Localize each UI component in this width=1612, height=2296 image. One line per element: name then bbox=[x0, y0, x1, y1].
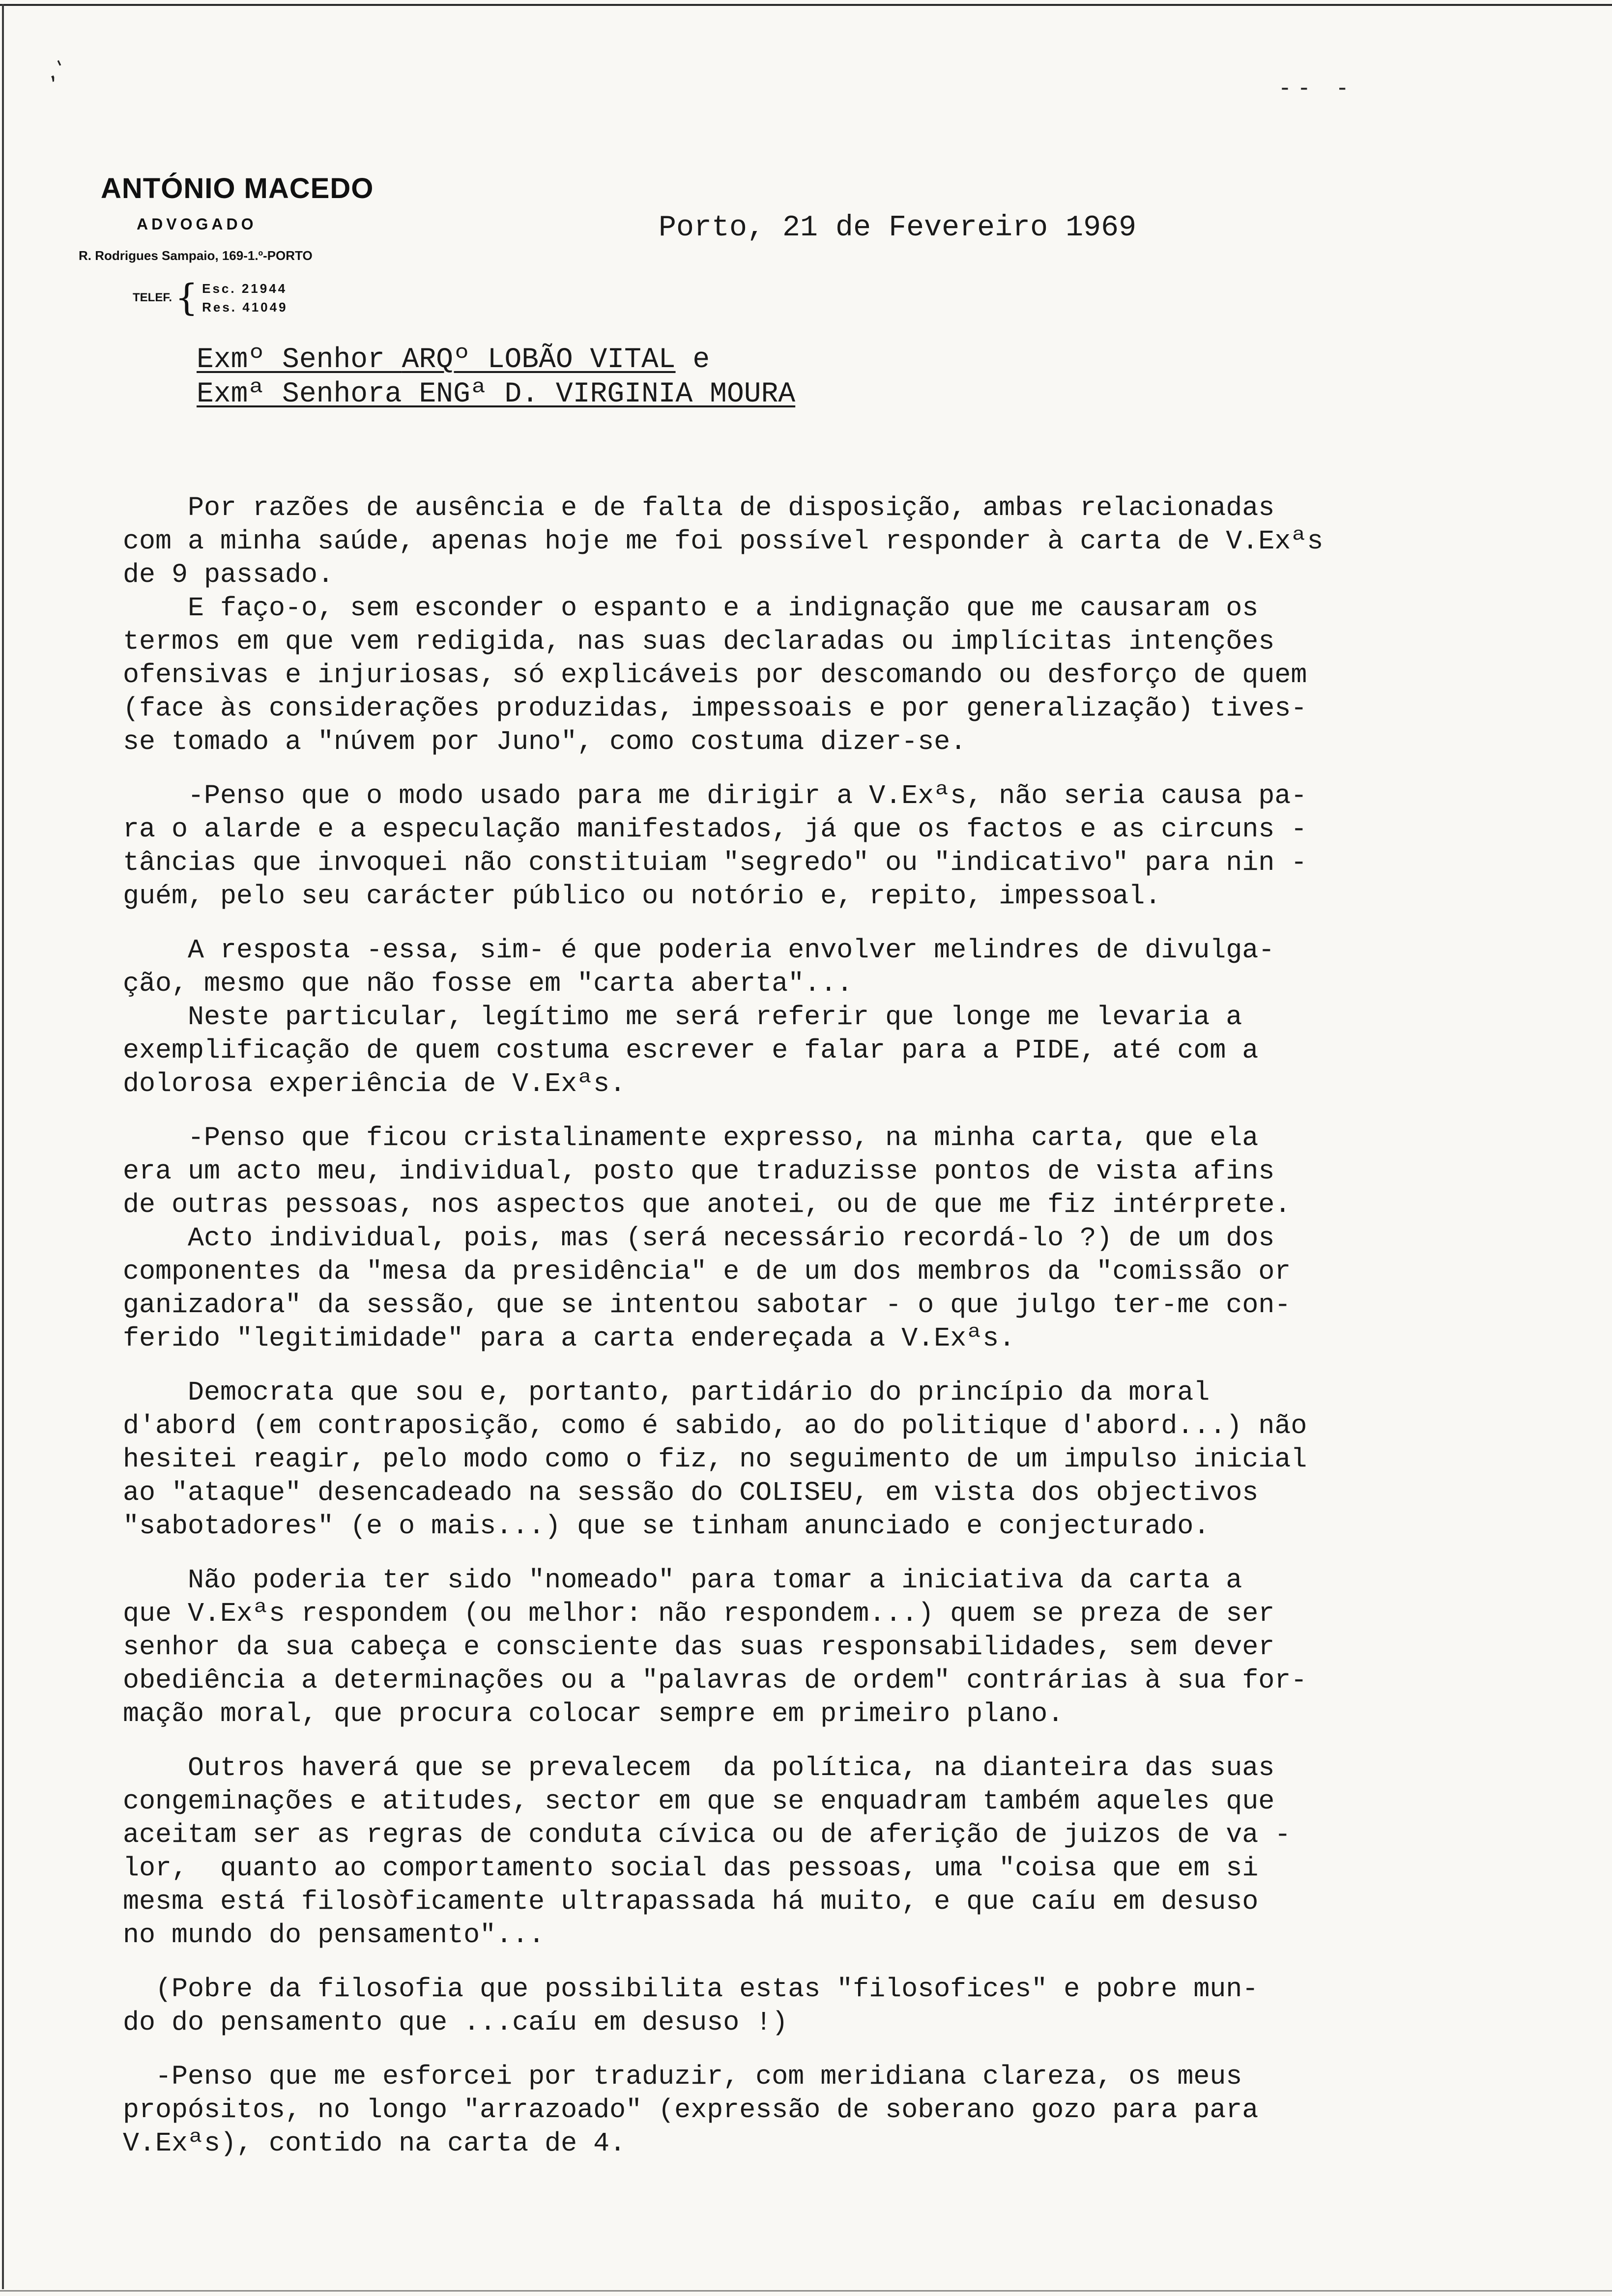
body-line: E faço-o, sem esconder o espanto e a indignação que me causaram os bbox=[123, 593, 1259, 624]
body-line: hesitei reagir, pelo modo como o fiz, no seguimento de um impulso inicial bbox=[123, 1444, 1307, 1475]
body-line: lor, quanto ao comportamento social das pessoas, uma "coisa que em si bbox=[123, 1853, 1259, 1884]
letterhead-tel-office: Esc. 21944 bbox=[202, 281, 288, 296]
paragraph-4 bbox=[123, 934, 1602, 1001]
paragraph-2 bbox=[123, 592, 1602, 759]
letterhead-tel-brace: { bbox=[175, 277, 199, 319]
body-line: com a minha saúde, apenas hoje me foi possível responder à carta de V.Exªs bbox=[123, 526, 1324, 557]
body-line: Neste particular, legítimo me será referir que longe me levaria a bbox=[123, 1002, 1242, 1033]
body-line: A resposta -essa, sim- é que poderia envolver melindres de divulga- bbox=[123, 935, 1275, 966]
body-line: -Penso que me esforcei por traduzir, com meridiana clareza, os meus bbox=[123, 2061, 1242, 2092]
letterhead-name: ANTÓNIO MACEDO bbox=[101, 172, 374, 204]
body-line: ofensivas e injuriosas, só explicáveis por descomando ou desforço de quem bbox=[123, 660, 1307, 690]
body-line: (Pobre da filosofia que possibilita estas "filosofices" e pobre mun- bbox=[123, 1974, 1259, 2005]
letterhead-tel-label: TELEF. bbox=[133, 291, 173, 304]
body-line: dolorosa experiência de V.Exªs. bbox=[123, 1068, 626, 1099]
body-line: Acto individual, pois, mas (será necessário recordá-lo ?) de um dos bbox=[123, 1223, 1275, 1254]
body-line: (face às considerações produzidas, impessoais e por generalização) tives- bbox=[123, 693, 1307, 724]
paragraph-7 bbox=[123, 1222, 1602, 1355]
body-line: guém, pelo seu carácter público ou notório e, repito, impessoal. bbox=[123, 881, 1161, 912]
page-left-edge bbox=[2, 4, 4, 2289]
addressee-line-2: Exmª Senhora ENGª D. VIRGINIA MOURA bbox=[197, 378, 796, 410]
addressee-line-1 bbox=[197, 344, 710, 376]
body-line: obediência a determinações ou a "palavras de ordem" contrárias à sua for- bbox=[123, 1665, 1307, 1696]
page-bottom-edge bbox=[0, 2290, 1612, 2292]
letter-date: Porto, 21 de Fevereiro 1969 bbox=[659, 211, 1137, 245]
addressee-1-suffix: e bbox=[675, 344, 710, 376]
paragraph-11 bbox=[123, 1973, 1602, 2039]
letterhead-telephone bbox=[133, 277, 288, 319]
stray-mark-top-right: -- - bbox=[1278, 74, 1354, 101]
paragraph-3 bbox=[123, 779, 1602, 913]
body-line: d'abord (em contraposição, como é sabido, ao do politique d'abord...) não bbox=[123, 1410, 1307, 1441]
body-line: ao "ataque" desencadeado na sessão do COLISEU, em vista dos objectivos bbox=[123, 1477, 1259, 1508]
body-line: congeminações e atitudes, sector em que se enquadram também aqueles que bbox=[123, 1786, 1275, 1817]
body-line: mação moral, que procura colocar sempre em primeiro plano. bbox=[123, 1698, 1064, 1729]
body-line: senhor da sua cabeça e consciente das suas responsabilidades, sem dever bbox=[123, 1632, 1275, 1663]
body-line: no mundo do pensamento"... bbox=[123, 1920, 545, 1951]
body-line: Outros haverá que se prevalecem da política, na dianteira das suas bbox=[123, 1752, 1275, 1783]
body-line: se tomado a "núvem por Juno", como costuma dizer-se. bbox=[123, 726, 967, 757]
letterhead-tel-home: Res. 41049 bbox=[202, 300, 288, 315]
body-line: "sabotadores" (e o mais...) que se tinham anunciado e conjecturado. bbox=[123, 1511, 1210, 1542]
body-line: aceitam ser as regras de conduta cívica ou de aferição de juizos de va - bbox=[123, 1819, 1291, 1850]
paragraph-9 bbox=[123, 1564, 1602, 1731]
body-line: componentes da "mesa da presidência" e de um dos membros da "comissão or bbox=[123, 1256, 1291, 1287]
stray-mark-top-left: ,' bbox=[40, 55, 72, 86]
paragraph-10 bbox=[123, 1751, 1602, 1952]
addressee-1-name: ARQº LOBÃO VITAL bbox=[402, 344, 676, 376]
body-line: tâncias que invoquei não constituiam "segredo" ou "indicativo" para nin - bbox=[123, 847, 1307, 878]
body-line: de outras pessoas, nos aspectos que anotei, ou de que me fiz intérprete. bbox=[123, 1189, 1291, 1220]
letterhead-address: R. Rodrigues Sampaio, 169-1.º-PORTO bbox=[79, 248, 313, 263]
body-line: ferido "legitimidade" para a carta endereçada a V.Exªs. bbox=[123, 1323, 1015, 1354]
body-line: Por razões de ausência e de falta de disposição, ambas relacionadas bbox=[123, 492, 1275, 523]
body-line: do do pensamento que ...caíu em desuso !) bbox=[123, 2007, 788, 2038]
body-line: Não poderia ter sido "nomeado" para tomar a iniciativa da carta a bbox=[123, 1565, 1242, 1596]
page-top-edge bbox=[0, 4, 1612, 6]
body-line: ganizadora" da sessão, que se intentou sabotar - o que julgo ter-me con- bbox=[123, 1290, 1291, 1320]
body-line: que V.Exªs respondem (ou melhor: não respondem...) quem se preza de ser bbox=[123, 1598, 1275, 1629]
body-line: -Penso que o modo usado para me dirigir a V.Exªs, não seria causa pa- bbox=[123, 780, 1307, 811]
body-line: exemplificação de quem costuma escrever e falar para a PIDE, até com a bbox=[123, 1035, 1259, 1066]
paragraph-6 bbox=[123, 1121, 1602, 1222]
body-line: V.Exªs), contido na carta de 4. bbox=[123, 2128, 626, 2159]
body-line: Democrata que sou e, portanto, partidário do princípio da moral bbox=[123, 1377, 1210, 1408]
body-line: propósitos, no longo "arrazoado" (expressão de soberano gozo para para bbox=[123, 2095, 1259, 2125]
addressee-1-prefix: Exmº Senhor bbox=[197, 344, 402, 376]
letter-body bbox=[123, 491, 1602, 2160]
letterhead-role: ADVOGADO bbox=[137, 215, 257, 233]
paragraph-12 bbox=[123, 2060, 1602, 2160]
body-line: mesma está filosòficamente ultrapassada há muito, e que caíu em desuso bbox=[123, 1886, 1259, 1917]
paragraph-1 bbox=[123, 491, 1602, 592]
body-line: termos em que vem redigida, nas suas declaradas ou implícitas intenções bbox=[123, 626, 1275, 657]
body-line: ção, mesmo que não fosse em "carta aberta"... bbox=[123, 968, 853, 999]
body-line: ra o alarde e a especulação manifestados, já que os factos e as circuns - bbox=[123, 814, 1307, 845]
body-line: de 9 passado. bbox=[123, 559, 334, 590]
body-line: -Penso que ficou cristalinamente expresso, na minha carta, que ela bbox=[123, 1122, 1259, 1153]
letterhead-tel-numbers bbox=[202, 279, 288, 316]
paragraph-8 bbox=[123, 1376, 1602, 1543]
paragraph-5 bbox=[123, 1001, 1602, 1101]
body-line: era um acto meu, individual, posto que traduzisse pontos de vista afins bbox=[123, 1156, 1275, 1187]
